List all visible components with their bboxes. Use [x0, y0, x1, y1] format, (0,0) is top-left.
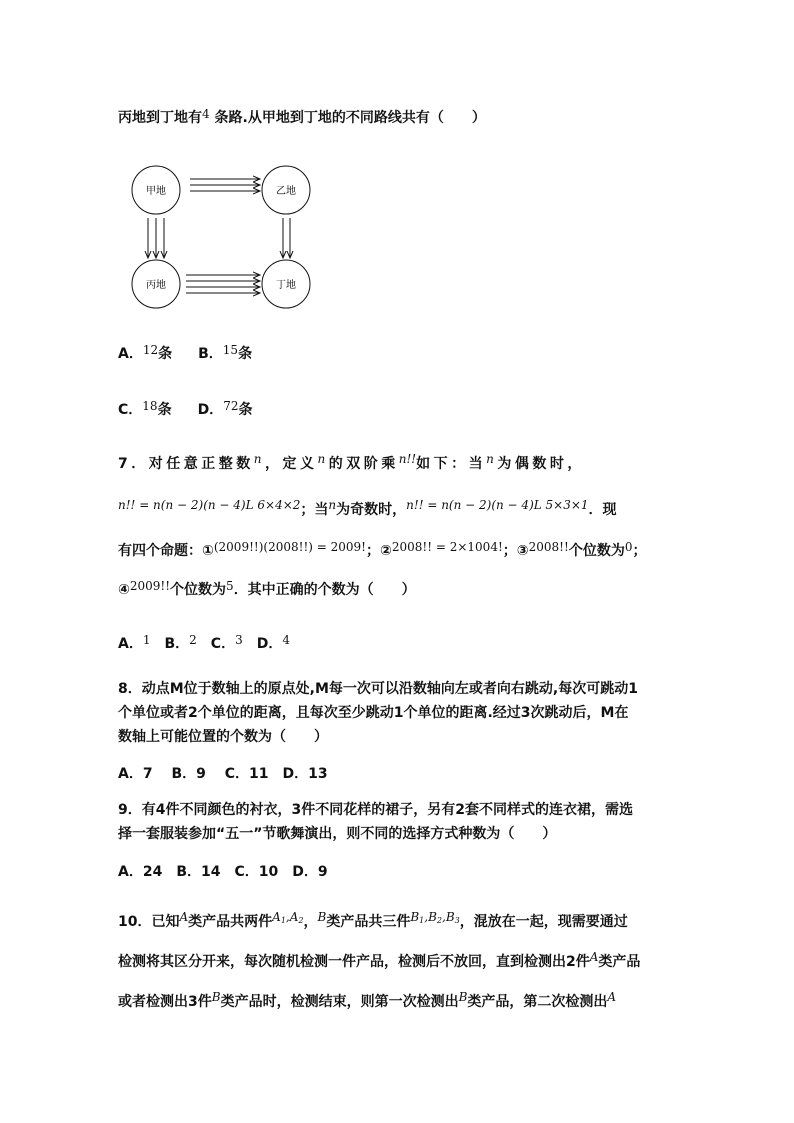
node-jia	[132, 166, 180, 214]
q6-option-c-value: 18	[142, 399, 158, 413]
q7-options: A．1 B．2 C．3 D．4	[118, 633, 290, 652]
q7-line1: 7．对任意正整数n，定义n的双阶乘n!!如下：当n为偶数时，	[118, 452, 585, 472]
q8-line2: 个单位或者2个单位的距离，且每次至少跳动1个单位的距离.经过3次跳动后，M在	[118, 705, 629, 721]
node-bing	[132, 260, 180, 308]
even-double-factorial-formula: n!! = n(n − 2)(n − 4)L 6×4×2	[118, 498, 301, 512]
q6-option-b-value: 15	[222, 343, 239, 357]
proposition-4: 2009!!	[129, 579, 171, 593]
q7-line4: ④2009!!个位数为5．其中正确的个数为（ ）	[118, 579, 416, 598]
roads-bing-ding	[186, 275, 260, 293]
q8-line1: 8．动点M位于数轴上的原点处,M每一次可以沿数轴向左或者向右跳动,每次可跳动1	[118, 681, 638, 697]
node-ding-label: 丁地	[276, 280, 296, 291]
proposition-1: (2009!!)(2008!!) = 2009!	[213, 540, 366, 554]
node-ding	[262, 260, 310, 308]
q9-options: A．24 B．14 C．10 D．9	[118, 864, 328, 880]
q8-line3: 数轴上可能位置的个数为（ ）	[118, 729, 328, 745]
q6-options-row2: C．18条 D．72条	[118, 399, 253, 418]
q6-road-count: 4	[202, 107, 210, 121]
q10-line3: 或者检测出3件B类产品时，检测结束，则第一次检测出B类产品，第二次检测出A	[118, 990, 617, 1010]
node-yi	[262, 166, 310, 214]
proposition-3: 2008!!	[528, 540, 569, 554]
node-yi-label: 乙地	[276, 186, 296, 197]
proposition-2: 2008!! = 2×1004!	[391, 540, 503, 554]
q7-line2: n!! = n(n − 2)(n − 4)L 6×4×2；当n为奇数时，n!! = n(n − 2)(n − 4)L 5×3×1．现	[118, 498, 617, 518]
roads-jia-bing	[148, 218, 164, 258]
node-jia-label: 甲地	[146, 186, 166, 197]
q6-options-row1: A．12条 B．15条	[118, 343, 253, 362]
q9-line1: 9．有4件不同颜色的衬衣，3件不同花样的裙子，另有2套不同样式的连衣裙，需选	[118, 802, 633, 818]
q6-stem	[118, 108, 486, 128]
route-diagram	[120, 160, 330, 320]
q6-question: 条路.从甲地到丁地的不同路线共有（ ）	[214, 110, 486, 126]
q10-line2: 检测将其区分开来，每次随机检测一件产品，检测后不放回，直到检测出2件A类产品	[118, 950, 641, 970]
q9-line2: 择一套服装参加“五一”节歌舞演出，则不同的选择方式种数为（ ）	[118, 826, 557, 842]
q7-line3: 有四个命题：①(2009!!)(2008!!) = 2009!；②2008!! = 2×1004!；③2008!!个位数为0；	[118, 540, 647, 559]
q6-text: 丙地到丁地有	[118, 110, 202, 126]
node-bing-label: 丙地	[146, 280, 166, 291]
q10-line1: 10．已知A类产品共两件A1,A2，B类产品共三件B1,B2,B3，混放在一起，现需要通过	[118, 910, 628, 930]
q6-option-d-value: 72	[223, 399, 239, 413]
q8-options: A．7 B．9 C．11 D．13	[118, 766, 328, 782]
q6-option-a-value: 12	[142, 343, 159, 357]
roads-yi-ding	[283, 218, 290, 258]
odd-double-factorial-formula: n!! = n(n − 2)(n − 4)L 5×3×1	[406, 498, 589, 512]
roads-jia-yi	[190, 179, 260, 191]
